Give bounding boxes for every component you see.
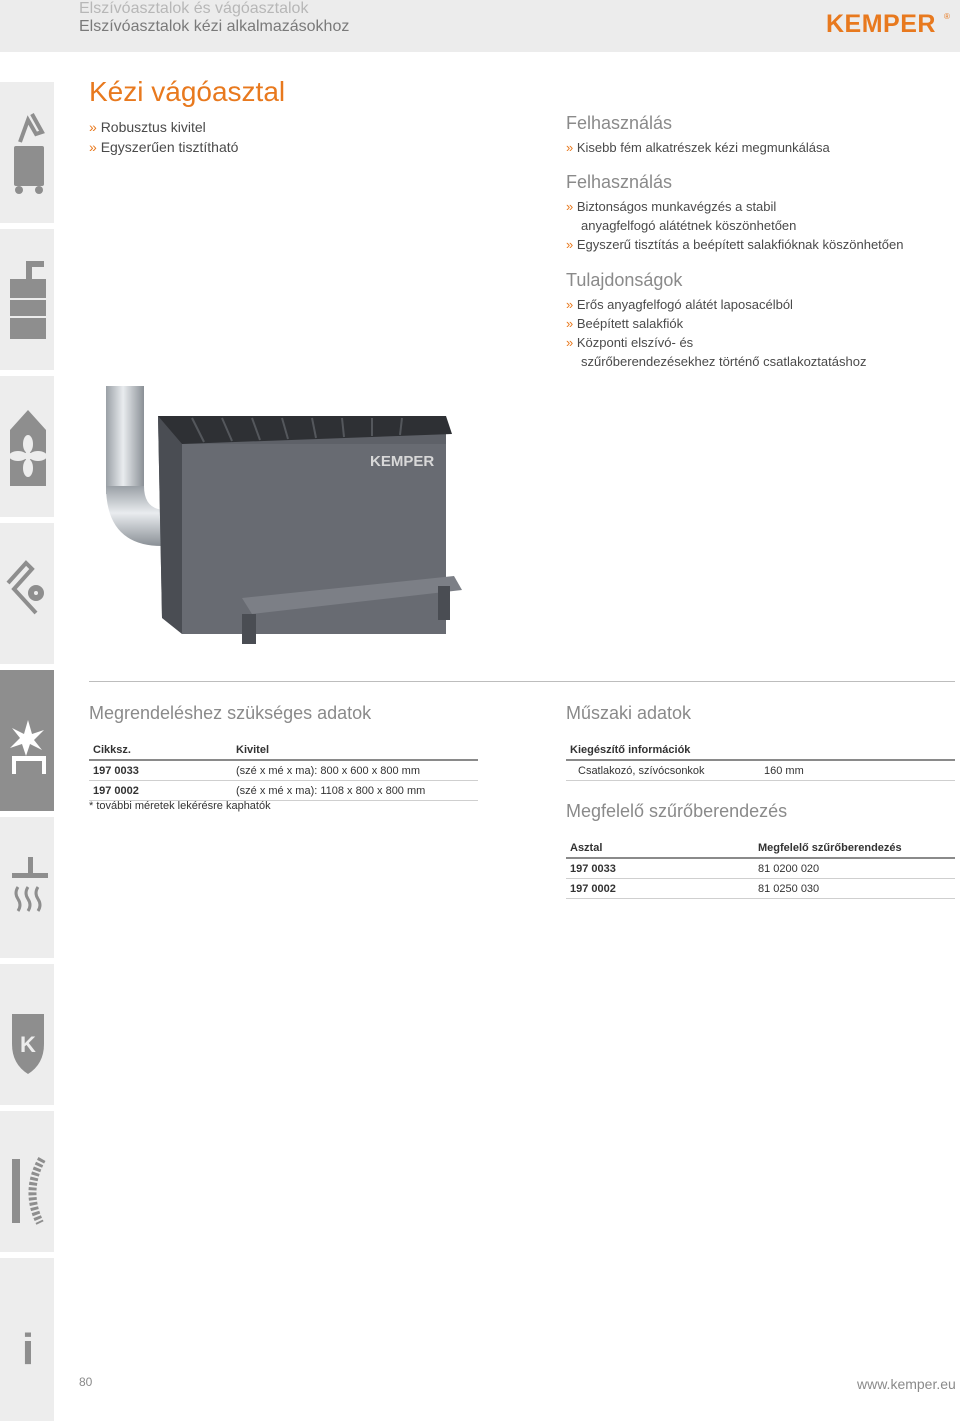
table-header-row [89, 740, 478, 760]
column-header: Kivitel [232, 740, 478, 760]
registered-mark: ® [944, 12, 950, 21]
table-row [89, 760, 478, 781]
table-leg [242, 614, 256, 644]
column-header: Cikksz. [89, 740, 232, 760]
duct-pipe [106, 386, 144, 494]
table-side [158, 416, 182, 634]
filter-number: 81 0250 030 [754, 879, 955, 899]
sidebar-tile-protection[interactable] [0, 964, 54, 1108]
list-item-continued: anyagfelfogó alátétnek köszönhetően [581, 218, 797, 233]
variant: (szé x mé x ma): 1108 x 800 x 800 mm [232, 781, 478, 801]
section-heading: Felhasználás [566, 113, 673, 133]
table-row [89, 781, 478, 801]
sidebar-tile-fan[interactable] [0, 376, 54, 520]
hose-icon [6, 1141, 48, 1225]
cutting-table-icon [6, 700, 48, 784]
order-heading: Megrendeléshez szükséges adatok [89, 703, 372, 723]
highlight-item: » Robusztus kivitel [89, 117, 238, 137]
article-number: 197 0033 [89, 760, 232, 781]
protection-k-icon [6, 994, 48, 1078]
article-number: 197 0002 [89, 781, 232, 801]
usage-section-2 [566, 172, 903, 254]
info-letter: i [21, 1325, 35, 1372]
fume-hood-icon [6, 847, 48, 931]
category-sidebar [0, 82, 54, 1424]
highlight-item: » Egyszerűen tisztítható [89, 137, 238, 157]
section-heading: Tulajdonságok [566, 270, 683, 290]
sidebar-tile-info[interactable] [0, 1258, 54, 1424]
filter-heading: Megfelelő szűrőberendezés [566, 801, 788, 821]
list-item: » Biztonságos munkavégzés a stabil [566, 197, 903, 216]
tech-table [566, 740, 955, 781]
page-number: 80 [79, 1375, 93, 1389]
sidebar-tile-extraction-arm[interactable] [0, 523, 54, 667]
product-logo: KEMPER [370, 453, 435, 470]
properties-section [566, 270, 866, 371]
section-list [566, 295, 866, 371]
column-header: Kiegészítő információk [566, 740, 760, 760]
fan-icon [6, 406, 48, 490]
kemper-logo: KEMPER [826, 10, 936, 38]
variant: (szé x mé x ma): 800 x 600 x 800 mm [232, 760, 478, 781]
info-icon [6, 1288, 48, 1372]
extraction-arm-icon [6, 553, 48, 637]
spec-label: Csatlakozó, szívócsonkok [566, 760, 760, 781]
mobile-extractor-icon [6, 112, 48, 196]
order-table [89, 740, 478, 801]
filter-number: 81 0200 020 [754, 858, 955, 879]
sidebar-tile-hose[interactable] [0, 1111, 54, 1255]
table-leg [438, 586, 450, 620]
sidebar-tile-filter-system[interactable] [0, 229, 54, 373]
page-header [0, 0, 960, 52]
usage-section-1 [566, 113, 830, 157]
product-photo [92, 386, 476, 658]
table-number: 197 0002 [566, 879, 754, 899]
list-item: » Egyszerű tisztítás a beépített salakfióknak köszönhetően [566, 235, 903, 254]
section-list [566, 197, 903, 254]
sidebar-tile-fume-hood[interactable] [0, 817, 54, 961]
table-row [566, 760, 955, 781]
tech-heading: Műszaki adatok [566, 703, 692, 723]
header-subcategory: Elszívóasztalok kézi alkalmazásokhoz [79, 18, 350, 35]
k-letter: K [20, 1032, 36, 1057]
table-row [566, 879, 955, 899]
list-item: » Kisebb fém alkatrészek kézi megmunkálása [566, 138, 830, 157]
filter-system-icon [6, 259, 48, 343]
column-header [760, 740, 955, 760]
highlight-list [89, 117, 238, 157]
column-header: Asztal [566, 838, 754, 858]
column-header: Megfelelő szűrőberendezés [754, 838, 955, 858]
table-row [566, 858, 955, 879]
list-item-continued: szűrőberendezésekhez történő csatlakoztatáshoz [581, 354, 867, 369]
page-title: Kézi vágóasztal [89, 76, 286, 107]
table-number: 197 0033 [566, 858, 754, 879]
list-item: » Központi elszívó- és [566, 333, 866, 352]
header-category: Elszívóasztalok és vágóasztalok [79, 0, 309, 17]
list-item: » Beépített salakfiók [566, 314, 866, 333]
table-header-row [566, 838, 955, 858]
list-item: » Erős anyagfelfogó alátét laposacélból [566, 295, 866, 314]
spec-value: 160 mm [760, 760, 955, 781]
sidebar-tile-mobile-extractor[interactable] [0, 82, 54, 226]
order-note: * további méretek lekérésre kaphatók [89, 800, 271, 812]
divider [89, 681, 955, 682]
section-heading: Felhasználás [566, 172, 673, 192]
table-header-row [566, 740, 955, 760]
sidebar-tile-cutting-table[interactable] [0, 670, 54, 814]
website-link[interactable]: www.kemper.eu [857, 1376, 956, 1392]
filter-table [566, 838, 955, 899]
section-list [566, 138, 830, 157]
